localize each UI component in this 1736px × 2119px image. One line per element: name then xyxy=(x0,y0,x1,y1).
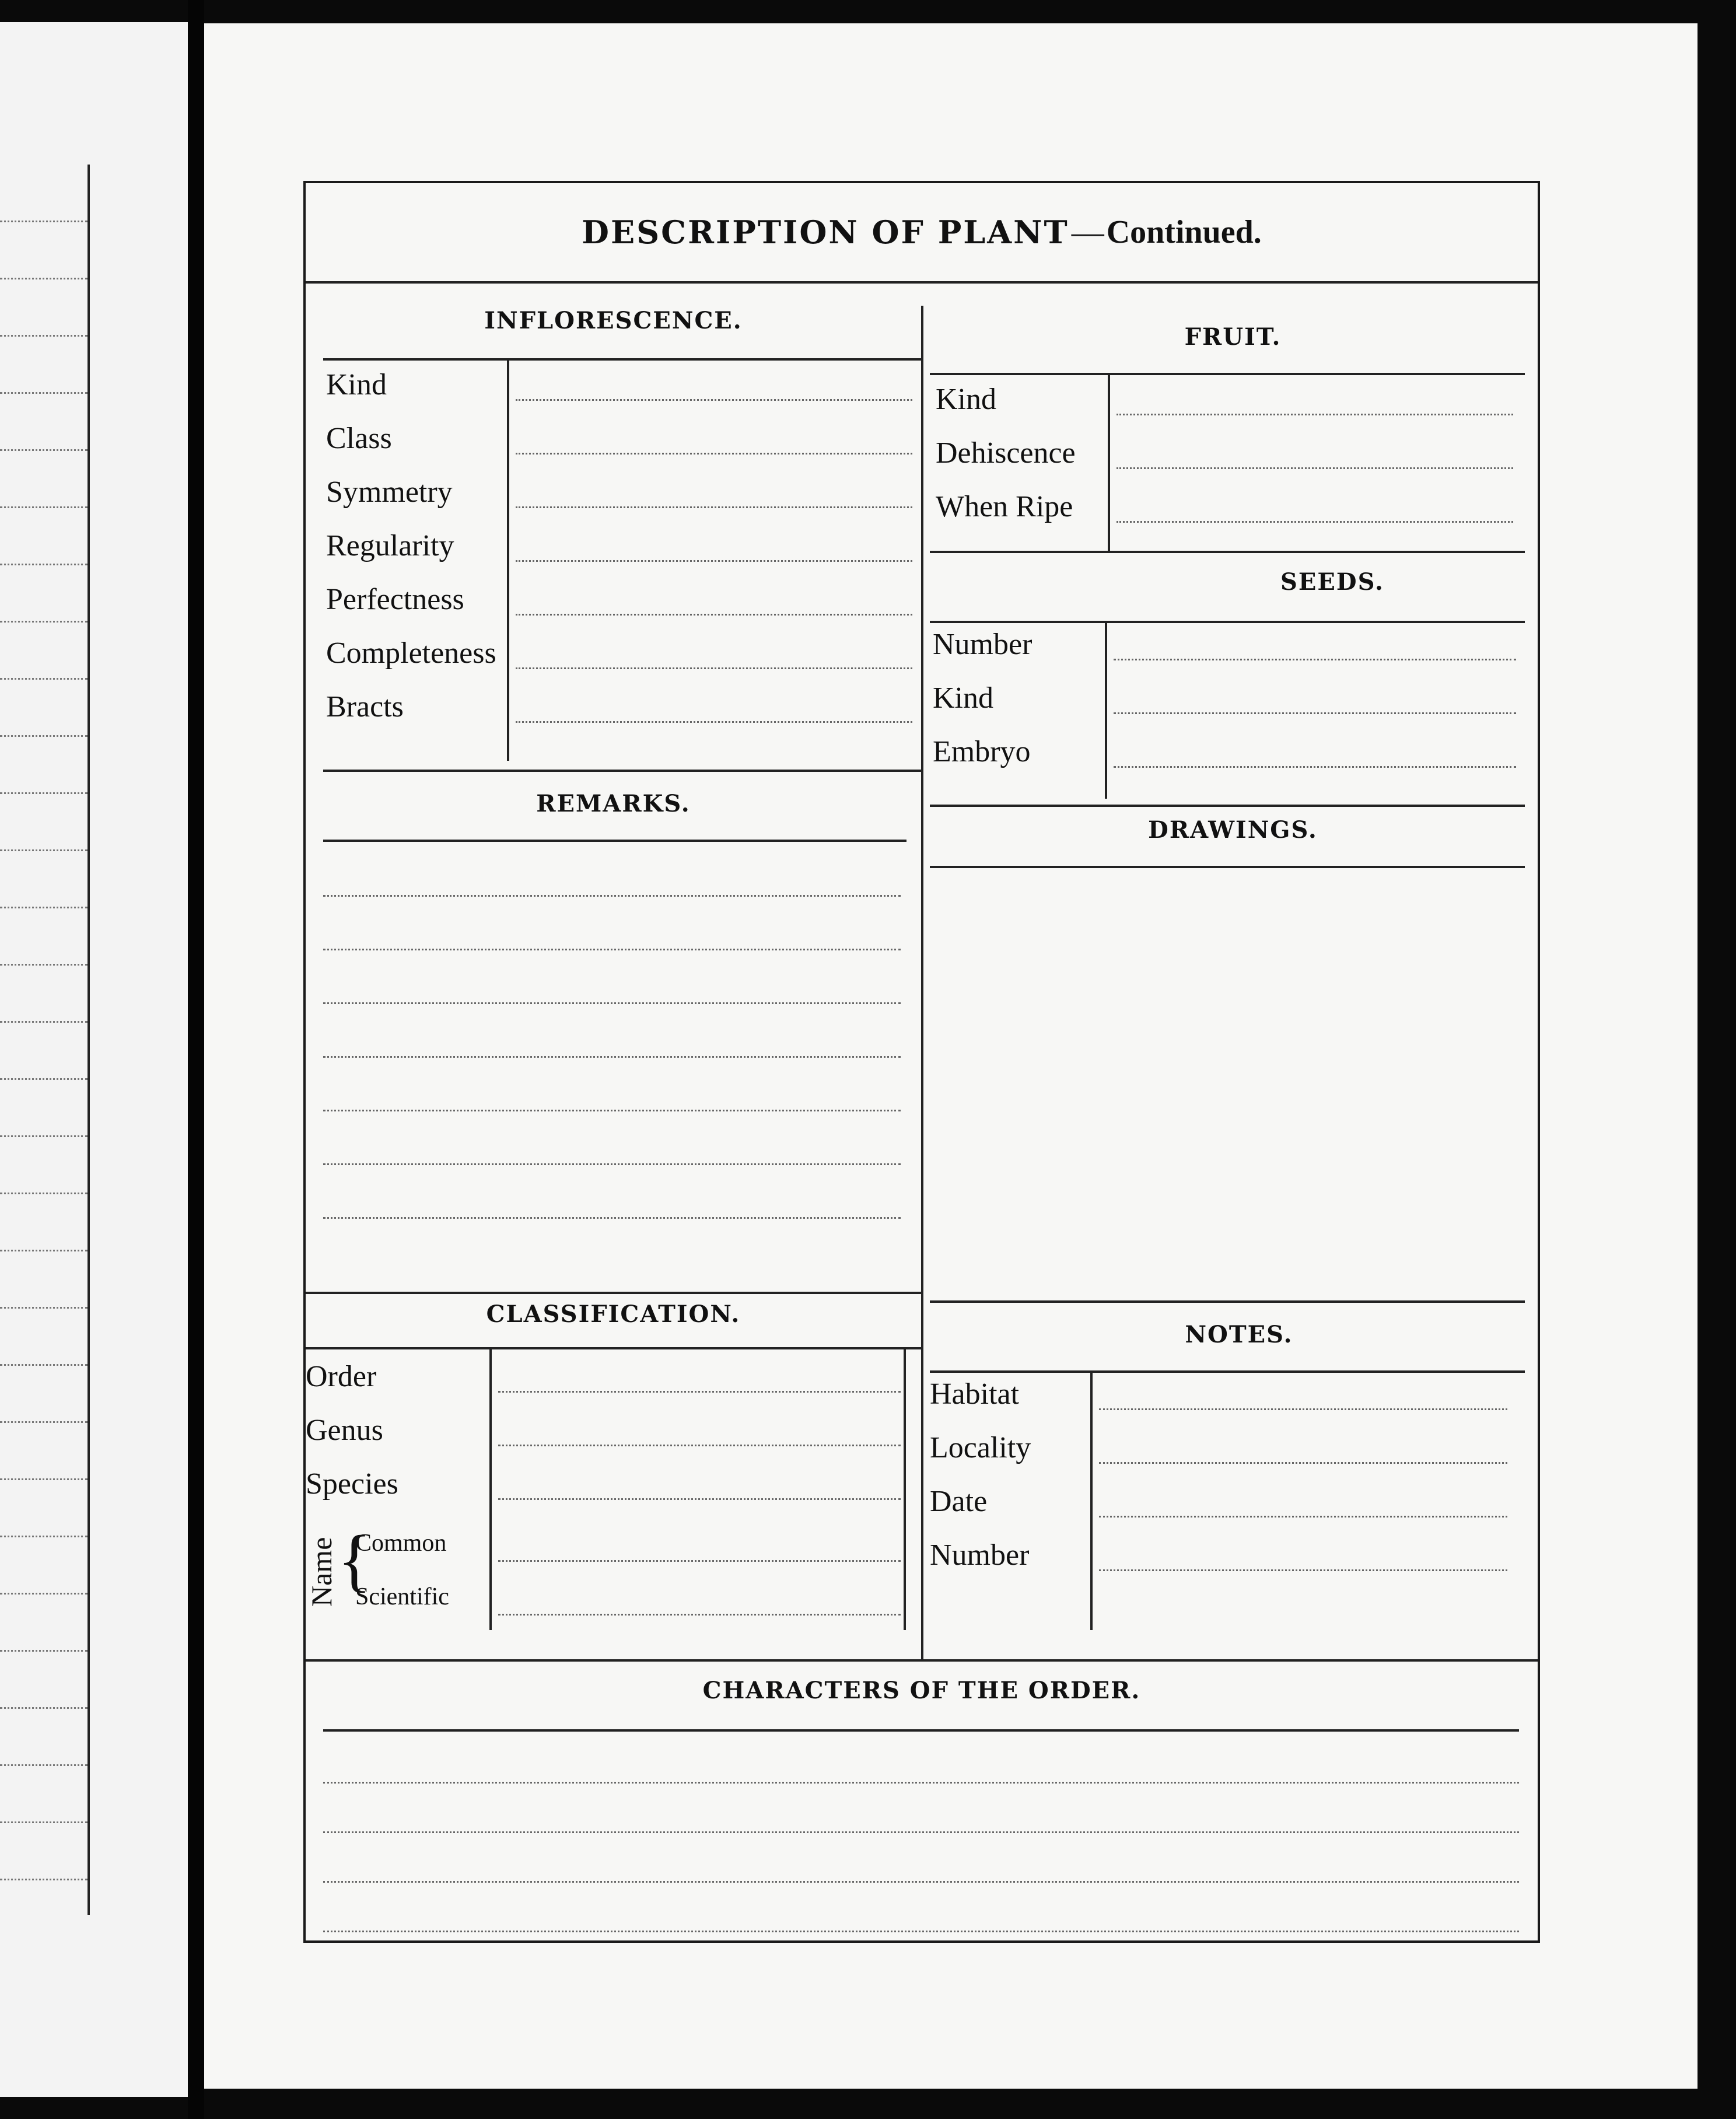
remarks-line xyxy=(323,1056,901,1058)
facing-page-line xyxy=(0,792,88,794)
drawings-heading: DRAWINGS. xyxy=(1148,816,1318,844)
inflorescence-rule xyxy=(323,358,921,361)
seeds-field-entry-line xyxy=(1114,659,1516,660)
seeds-field-label: Number xyxy=(933,628,1032,661)
facing-page-line xyxy=(0,1478,88,1480)
facing-page-line xyxy=(0,907,88,908)
inflorescence-field-label: Kind xyxy=(326,368,387,401)
remarks-top-rule xyxy=(323,770,921,772)
notes-field-entry-line xyxy=(1099,1462,1507,1464)
form-page xyxy=(204,23,1698,2089)
inflorescence-field-label: Completeness xyxy=(326,637,496,670)
inflorescence-field-label: Symmetry xyxy=(326,475,453,509)
inflorescence-field-label: Class xyxy=(326,422,392,455)
remarks-line xyxy=(323,1217,901,1219)
fruit-col-divider xyxy=(1108,373,1110,551)
classification-top-rule xyxy=(306,1292,921,1294)
classification-field-entry-line xyxy=(498,1391,901,1393)
remarks-line xyxy=(323,1163,901,1165)
inflorescence-col-divider xyxy=(507,358,509,761)
notes-field-label: Number xyxy=(930,1538,1030,1572)
facing-page-line xyxy=(0,849,88,851)
fruit-field-entry-line xyxy=(1116,521,1513,523)
seeds-field-label: Embryo xyxy=(933,735,1031,768)
name-subfield-entry-line xyxy=(498,1614,901,1616)
characters-heading: CHARACTERS OF THE ORDER. xyxy=(702,1677,1141,1704)
facing-page-line xyxy=(0,678,88,680)
form-title xyxy=(306,183,1538,284)
facing-page-line xyxy=(0,506,88,508)
seeds-field-entry-line xyxy=(1114,766,1516,768)
facing-page-line xyxy=(0,1021,88,1023)
seeds-rule xyxy=(930,621,1525,623)
fruit-field-entry-line xyxy=(1116,414,1513,415)
seeds-field-entry-line xyxy=(1114,712,1516,714)
classification-right-edge xyxy=(904,1347,906,1630)
characters-line xyxy=(323,1782,1519,1784)
name-group-label: Name xyxy=(305,1537,338,1607)
title-main: DESCRIPTION OF PLANT xyxy=(582,214,1069,251)
remarks-rule xyxy=(323,840,907,842)
name-subfield-entry-line xyxy=(498,1560,901,1562)
facing-page-rule xyxy=(88,165,90,1915)
facing-page-line xyxy=(0,449,88,451)
classification-rule xyxy=(306,1347,921,1349)
facing-page-line xyxy=(0,221,88,222)
fruit-field-label: Dehiscence xyxy=(936,436,1076,470)
notes-col-divider xyxy=(1090,1370,1093,1630)
classification-field-label: Order xyxy=(306,1360,377,1393)
remarks-heading: REMARKS. xyxy=(536,790,691,817)
characters-line xyxy=(323,1881,1519,1883)
notes-field-label: Date xyxy=(930,1485,988,1518)
inflorescence-heading: INFLORESCENCE. xyxy=(484,307,743,334)
seeds-bottom-rule xyxy=(930,805,1525,807)
seeds-col-divider xyxy=(1105,621,1107,799)
inflorescence-field-entry-line xyxy=(516,506,912,508)
title-dash: — xyxy=(1071,214,1104,250)
remarks-line xyxy=(323,1002,901,1004)
notes-rule xyxy=(930,1370,1525,1373)
facing-page-line xyxy=(0,1307,88,1309)
facing-page-line xyxy=(0,335,88,337)
inflorescence-field-label: Regularity xyxy=(326,529,454,562)
fruit-field-entry-line xyxy=(1116,467,1513,469)
facing-page-line xyxy=(0,1193,88,1194)
fruit-field-label: Kind xyxy=(936,383,996,416)
book-gutter xyxy=(188,0,204,2119)
inflorescence-field-entry-line xyxy=(516,667,912,669)
notes-field-entry-line xyxy=(1099,1569,1507,1571)
facing-page-line xyxy=(0,1364,88,1366)
facing-page-line xyxy=(0,621,88,623)
notes-field-entry-line xyxy=(1099,1516,1507,1517)
seeds-heading: SEEDS. xyxy=(1280,568,1384,596)
facing-page xyxy=(0,22,188,2097)
classification-field-label: Genus xyxy=(306,1414,383,1447)
classification-col-divider xyxy=(489,1347,492,1630)
classification-field-entry-line xyxy=(498,1445,901,1446)
facing-page-line xyxy=(0,964,88,966)
inflorescence-field-label: Perfectness xyxy=(326,583,464,616)
notes-field-label: Locality xyxy=(930,1431,1031,1464)
classification-field-label: Species xyxy=(306,1467,398,1501)
characters-line xyxy=(323,1831,1519,1833)
classification-heading: CLASSIFICATION. xyxy=(486,1300,741,1328)
drawings-rule xyxy=(930,866,1525,868)
notes-heading: NOTES. xyxy=(1185,1321,1293,1348)
name-brace: { xyxy=(338,1521,372,1599)
inflorescence-field-label: Bracts xyxy=(326,690,404,723)
facing-page-line xyxy=(0,1879,88,1880)
seeds-field-label: Kind xyxy=(933,681,993,715)
notes-field-entry-line xyxy=(1099,1408,1507,1410)
notes-top-rule xyxy=(930,1300,1525,1303)
fruit-field-label: When Ripe xyxy=(936,490,1073,523)
characters-line xyxy=(323,1931,1519,1932)
facing-page-line xyxy=(0,1421,88,1423)
center-divider xyxy=(921,306,923,1659)
facing-page-line xyxy=(0,1821,88,1823)
name-subfield-label: Common xyxy=(355,1530,447,1557)
characters-top-rule xyxy=(306,1659,1538,1662)
inflorescence-field-entry-line xyxy=(516,560,912,562)
inflorescence-field-entry-line xyxy=(516,614,912,616)
inflorescence-field-entry-line xyxy=(516,399,912,401)
facing-page-line xyxy=(0,735,88,737)
classification-field-entry-line xyxy=(498,1498,901,1500)
facing-page-line xyxy=(0,1135,88,1137)
facing-page-line xyxy=(0,1593,88,1595)
notes-field-label: Habitat xyxy=(930,1377,1020,1411)
facing-page-line xyxy=(0,1078,88,1080)
facing-page-line xyxy=(0,1764,88,1766)
name-subfield-label: Scientific xyxy=(355,1583,449,1610)
facing-page-line xyxy=(0,1536,88,1537)
remarks-line xyxy=(323,895,901,897)
inflorescence-field-entry-line xyxy=(516,721,912,723)
facing-page-line xyxy=(0,278,88,279)
facing-page-line xyxy=(0,1250,88,1251)
title-continued: Continued. xyxy=(1106,214,1262,250)
fruit-rule xyxy=(930,373,1525,375)
seeds-top-rule xyxy=(930,551,1525,553)
remarks-line xyxy=(323,949,901,950)
facing-page-line xyxy=(0,564,88,565)
remarks-line xyxy=(323,1110,901,1111)
facing-page-line xyxy=(0,1707,88,1709)
fruit-heading: FRUIT. xyxy=(1184,323,1282,351)
characters-rule xyxy=(323,1729,1519,1732)
description-form xyxy=(303,181,1540,1943)
inflorescence-field-entry-line xyxy=(516,453,912,454)
facing-page-line xyxy=(0,392,88,394)
facing-page-line xyxy=(0,1650,88,1652)
